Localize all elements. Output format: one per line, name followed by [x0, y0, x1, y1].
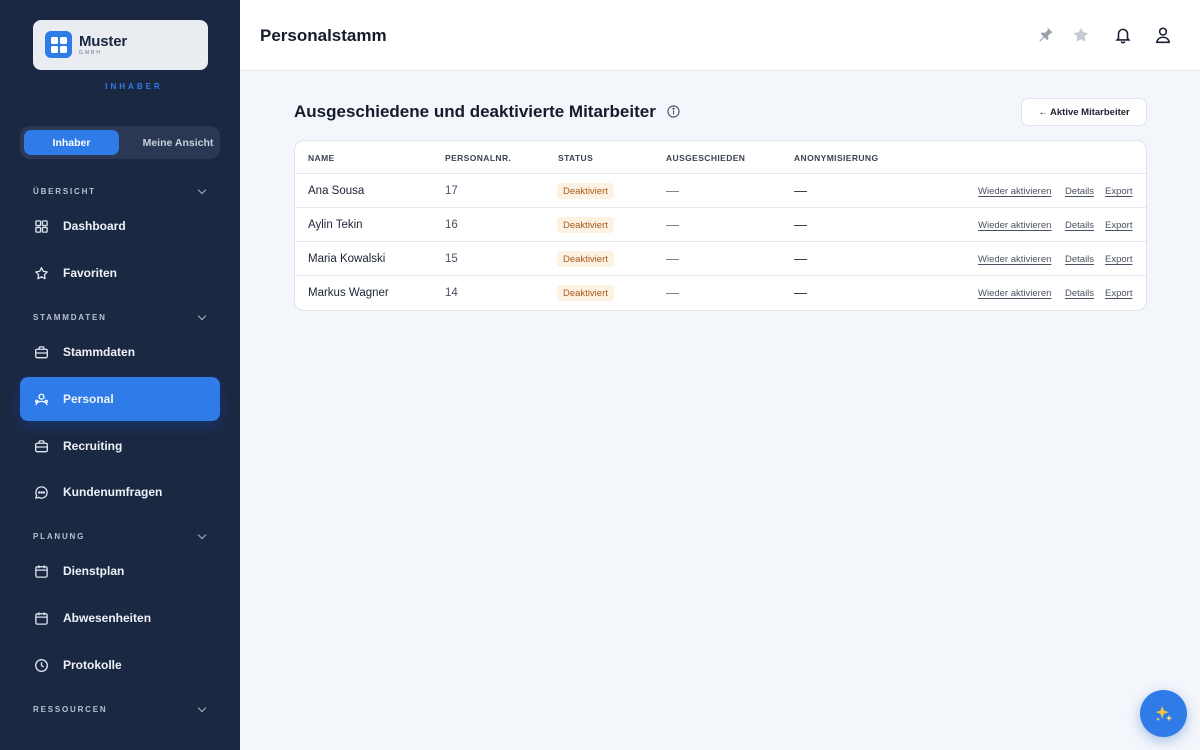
reactivate-link[interactable]: Wieder aktivieren — [978, 254, 1052, 265]
reactivate-link[interactable]: Wieder aktivieren — [978, 186, 1052, 197]
toggle-meine-ansicht[interactable]: Meine Ansicht — [142, 136, 214, 149]
column-header-name[interactable]: NAME — [308, 153, 335, 163]
section-ressourcen[interactable] — [33, 705, 208, 714]
column-header-ausgeschieden[interactable]: AUSGESCHIEDEN — [666, 153, 746, 163]
sidebar-item-abwesenheiten[interactable] — [20, 596, 220, 640]
ausgeschieden-value: — — [666, 251, 679, 266]
people-icon — [34, 392, 49, 407]
clock-icon — [34, 658, 49, 673]
chevron-down-icon — [198, 312, 206, 320]
ausgeschieden-value: — — [666, 285, 679, 300]
sidebar-item-stammdaten[interactable] — [20, 330, 220, 374]
sidebar-item-dashboard[interactable] — [20, 204, 220, 248]
status-badge: Deaktiviert — [557, 217, 614, 233]
grid-icon — [34, 219, 49, 234]
star-icon — [34, 266, 49, 281]
employee-number: 15 — [445, 253, 458, 265]
sidebar-item-label: Personal — [63, 392, 114, 406]
assistant-sparkle-button[interactable] — [1140, 690, 1187, 737]
export-link[interactable]: Export — [1105, 220, 1133, 231]
brand-logo[interactable] — [33, 20, 208, 70]
employee-number: 17 — [445, 185, 458, 197]
employee-name: Aylin Tekin — [308, 219, 363, 231]
sidebar-item-recruiting[interactable] — [20, 424, 220, 468]
table-row — [295, 276, 1146, 310]
calendar-icon — [34, 611, 49, 626]
table-row — [295, 208, 1146, 242]
star-icon[interactable] — [1070, 24, 1092, 46]
employee-name: Ana Sousa — [308, 185, 365, 197]
employee-number: 16 — [445, 219, 458, 231]
sidebar-item-protokolle[interactable] — [20, 643, 220, 687]
table-row — [295, 174, 1146, 208]
details-link[interactable]: Details — [1065, 254, 1095, 265]
calendar-icon — [34, 564, 49, 579]
sparkle-icon — [1153, 703, 1175, 725]
employee-number: 14 — [445, 287, 458, 299]
sidebar-item-label: Abwesenheiten — [63, 611, 152, 625]
brand-subtitle: GMBH — [79, 50, 102, 56]
status-badge: Deaktiviert — [557, 285, 614, 301]
status-badge: Deaktiviert — [557, 183, 614, 199]
column-header-personalnr[interactable]: PERSONALNR. — [445, 153, 512, 163]
view-toggle — [20, 126, 220, 159]
section-label: RESSOURCEN — [33, 705, 108, 714]
table-row — [295, 242, 1146, 276]
role-label: INHABER — [105, 82, 163, 91]
sidebar-item-label: Favoriten — [63, 266, 118, 280]
sidebar-item-kundenumfragen[interactable] — [20, 470, 220, 514]
sidebar-item-personal[interactable] — [20, 377, 220, 421]
export-link[interactable]: Export — [1105, 186, 1133, 197]
info-icon[interactable] — [667, 105, 680, 118]
section-label: STAMMDATEN — [33, 313, 107, 322]
employee-name: Maria Kowalski — [308, 253, 386, 265]
employees-table — [294, 140, 1147, 311]
sidebar-item-label: Dienstplan — [63, 564, 125, 578]
sidebar-item-favoriten[interactable] — [20, 251, 220, 295]
chat-icon — [34, 485, 49, 500]
logo-grid-icon — [45, 31, 72, 58]
briefcase-icon — [34, 345, 49, 360]
details-link[interactable]: Details — [1065, 186, 1095, 197]
details-link[interactable]: Details — [1065, 220, 1095, 231]
anonymisierung-value: — — [794, 183, 807, 198]
sidebar-item-label: Stammdaten — [63, 345, 136, 359]
table-header — [295, 141, 1146, 174]
status-badge: Deaktiviert — [557, 251, 614, 267]
active-employees-button[interactable]: ← Aktive Mitarbeiter — [1021, 98, 1147, 126]
details-link[interactable]: Details — [1065, 288, 1095, 299]
user-icon[interactable] — [1152, 24, 1174, 46]
sidebar-item-label: Recruiting — [63, 439, 123, 453]
export-link[interactable]: Export — [1105, 254, 1133, 265]
sidebar — [0, 0, 240, 750]
briefcase-icon — [34, 439, 49, 454]
column-header-status[interactable]: STATUS — [558, 153, 594, 163]
sidebar-item-label: Dashboard — [63, 219, 126, 233]
section-label: ÜBERSICHT — [33, 187, 96, 196]
top-bar — [240, 0, 1200, 71]
pin-icon[interactable] — [1034, 24, 1056, 46]
ausgeschieden-value: — — [666, 183, 679, 198]
chevron-down-icon — [198, 531, 206, 539]
sidebar-item-dienstplan[interactable] — [20, 549, 220, 593]
chevron-down-icon — [198, 704, 206, 712]
section-planung[interactable] — [33, 532, 208, 541]
page-title: Personalstamm — [260, 26, 387, 45]
section-label: PLANUNG — [33, 532, 86, 541]
toggle-inhaber[interactable]: Inhaber — [24, 130, 119, 155]
ausgeschieden-value: — — [666, 217, 679, 232]
brand-name: Muster — [79, 33, 127, 50]
sidebar-item-label: Kundenumfragen — [63, 485, 163, 499]
employee-name: Markus Wagner — [308, 287, 389, 299]
column-header-anonymisierung[interactable]: ANONYMISIERUNG — [794, 153, 879, 163]
chevron-down-icon — [198, 186, 206, 194]
reactivate-link[interactable]: Wieder aktivieren — [978, 288, 1052, 299]
export-link[interactable]: Export — [1105, 288, 1133, 299]
section-stammdaten[interactable] — [33, 313, 208, 322]
section-uebersicht[interactable] — [33, 187, 208, 196]
sidebar-item-label: Protokolle — [63, 658, 122, 672]
anonymisierung-value: — — [794, 251, 807, 266]
anonymisierung-value: — — [794, 217, 807, 232]
bell-icon[interactable] — [1112, 24, 1134, 46]
anonymisierung-value: — — [794, 285, 807, 300]
section-title: Ausgeschiedene und deaktivierte Mitarbeiter — [294, 102, 656, 121]
reactivate-link[interactable]: Wieder aktivieren — [978, 220, 1052, 231]
